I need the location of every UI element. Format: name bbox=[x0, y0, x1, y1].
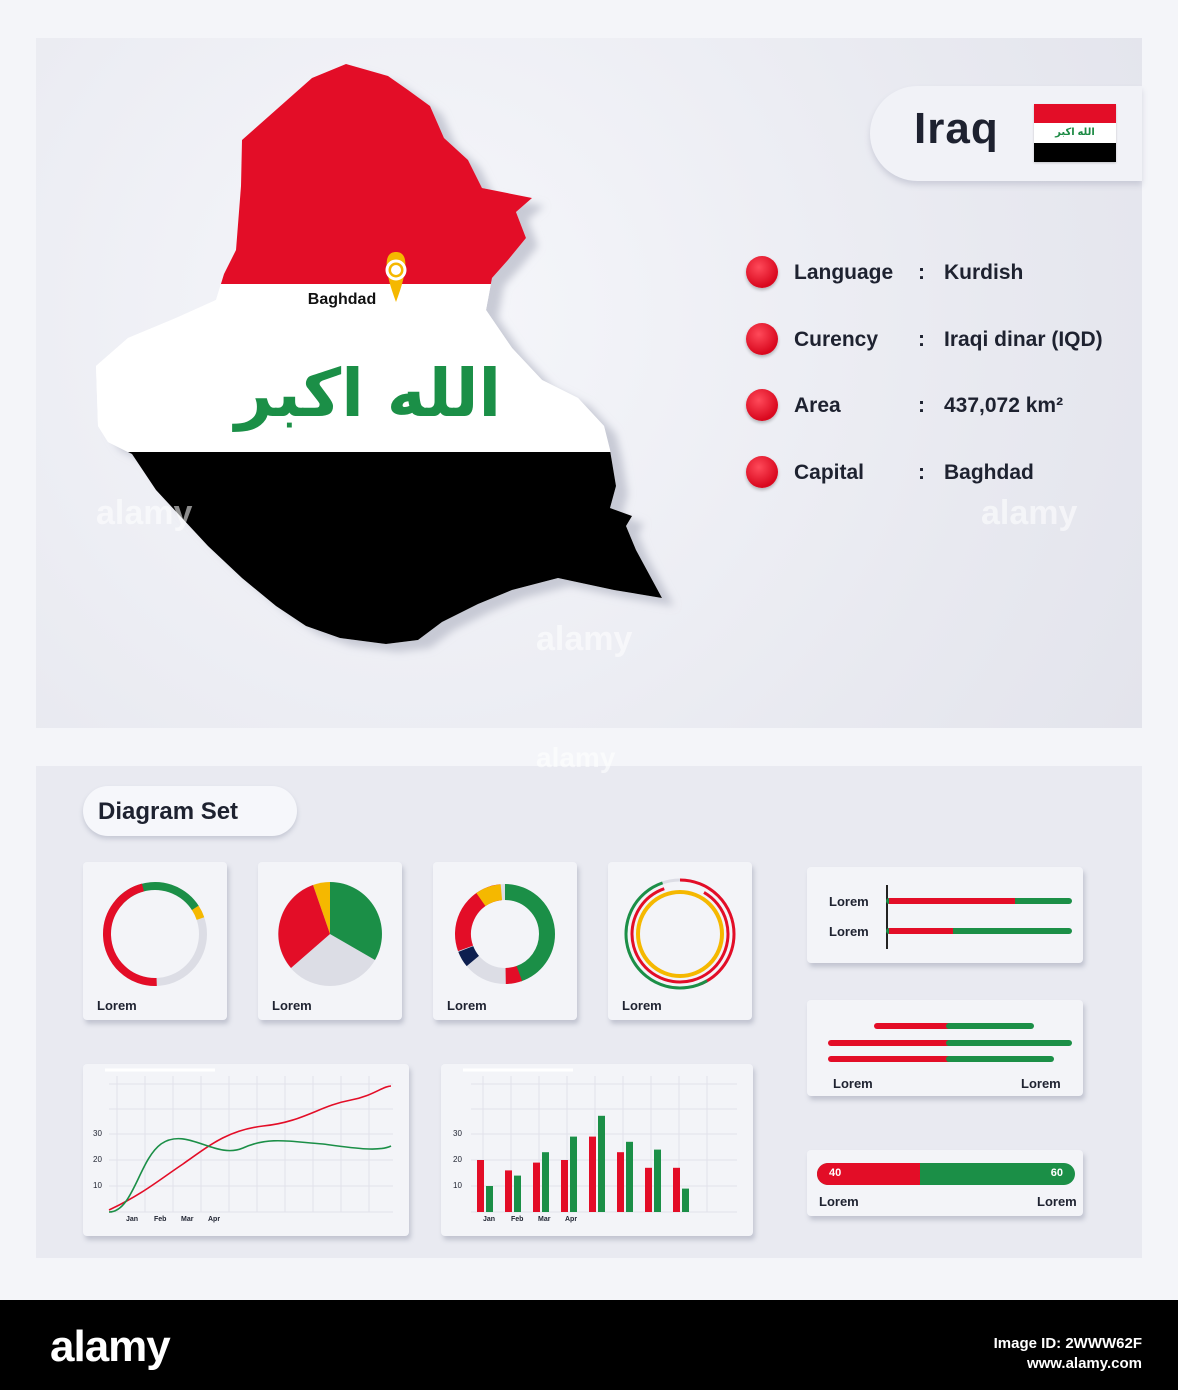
bar-chart-card bbox=[441, 1064, 753, 1236]
concentric-chart-caption: Lorem bbox=[622, 998, 662, 1013]
image-id: Image ID: 2WWW62F bbox=[993, 1335, 1142, 1352]
bar-green bbox=[542, 1152, 549, 1212]
bar-red bbox=[645, 1168, 652, 1212]
diagram-title-pill bbox=[83, 786, 297, 836]
x-tick: Apr bbox=[208, 1216, 221, 1223]
watermark: alamy bbox=[981, 494, 1078, 532]
diagram-title: Diagram Set bbox=[98, 798, 239, 825]
bar-label-left: Lorem bbox=[833, 1076, 873, 1091]
bar-compare-chart bbox=[807, 867, 1083, 963]
flag-script: الله اكبر bbox=[1034, 123, 1116, 142]
x-tick: Apr bbox=[565, 1216, 578, 1223]
info-separator: : bbox=[918, 461, 925, 484]
donut-chart bbox=[433, 862, 577, 992]
bullet-icon bbox=[746, 456, 778, 488]
info-separator: : bbox=[918, 261, 925, 284]
bar-red bbox=[673, 1168, 680, 1212]
y-tick: 10 bbox=[453, 1181, 462, 1190]
bullet-icon bbox=[746, 323, 778, 355]
bar-label-right: Lorem bbox=[1021, 1076, 1061, 1091]
bar-compare-card bbox=[807, 867, 1083, 963]
info-label: Curency bbox=[794, 328, 879, 351]
line-chart bbox=[83, 1064, 409, 1236]
country-name: Iraq bbox=[914, 104, 999, 153]
bar-green bbox=[598, 1116, 605, 1212]
watermark: alamy bbox=[536, 742, 616, 773]
bar-green bbox=[626, 1142, 633, 1212]
pie-chart bbox=[258, 862, 402, 992]
progress-label-right: Lorem bbox=[1037, 1194, 1077, 1209]
y-tick: 30 bbox=[453, 1129, 462, 1138]
info-label: Capital bbox=[794, 461, 865, 484]
bullet-icon bbox=[746, 256, 778, 288]
info-separator: : bbox=[918, 328, 925, 351]
donut-chart-caption: Lorem bbox=[447, 998, 487, 1013]
footer-info bbox=[994, 1334, 1142, 1374]
y-tick: 20 bbox=[453, 1155, 462, 1164]
country-panel bbox=[36, 38, 1142, 728]
watermark: alamy bbox=[96, 494, 193, 532]
progress-right-value: 60 bbox=[1050, 1167, 1063, 1179]
progress-track bbox=[817, 1163, 1075, 1185]
info-value: Iraqi dinar (IQD) bbox=[944, 328, 1103, 351]
line-series-green bbox=[109, 1139, 391, 1212]
progress-card bbox=[807, 1150, 1083, 1216]
bar-red bbox=[505, 1170, 512, 1212]
iraq-flag-icon bbox=[1034, 104, 1116, 162]
progress-label-left: Lorem bbox=[819, 1194, 859, 1209]
flag-red-band bbox=[36, 38, 756, 284]
concentric-chart-card bbox=[608, 862, 752, 1020]
ring-chart-caption: Lorem bbox=[97, 998, 137, 1013]
info-label: Area bbox=[794, 394, 841, 417]
bar-chart bbox=[441, 1064, 753, 1236]
info-label: Language bbox=[794, 261, 894, 284]
watermark: alamy bbox=[536, 620, 633, 658]
donut-chart-card bbox=[433, 862, 577, 1020]
bar-green bbox=[654, 1150, 661, 1212]
bar-red bbox=[561, 1160, 568, 1212]
bar-green bbox=[682, 1189, 689, 1212]
bar-balance-card bbox=[807, 1000, 1083, 1096]
country-title-card bbox=[870, 86, 1142, 181]
pie-chart-card bbox=[258, 862, 402, 1020]
info-value: Kurdish bbox=[944, 261, 1024, 284]
city-label: Baghdad bbox=[307, 291, 377, 308]
x-tick: Feb bbox=[511, 1216, 524, 1223]
iraq-map bbox=[36, 38, 756, 718]
flag-black-band bbox=[36, 452, 756, 718]
ring-chart-card bbox=[83, 862, 227, 1020]
bullet-icon bbox=[746, 389, 778, 421]
bar-label: Lorem bbox=[829, 924, 869, 939]
y-tick: 30 bbox=[93, 1129, 102, 1138]
pie-chart-caption: Lorem bbox=[272, 998, 312, 1013]
x-tick: Feb bbox=[154, 1216, 167, 1223]
bar-label: Lorem bbox=[829, 894, 869, 909]
y-tick: 10 bbox=[93, 1181, 102, 1190]
progress-left-value: 40 bbox=[829, 1167, 842, 1179]
ring-chart bbox=[83, 862, 227, 992]
x-tick: Jan bbox=[483, 1216, 496, 1223]
footer-bar bbox=[0, 1300, 1178, 1390]
concentric-chart bbox=[608, 862, 752, 992]
info-value: 437,072 km² bbox=[944, 394, 1064, 417]
diagram-panel bbox=[36, 742, 1142, 1258]
info-value: Baghdad bbox=[944, 461, 1034, 484]
bar-red bbox=[617, 1152, 624, 1212]
bar-red bbox=[533, 1163, 540, 1212]
footer-url: www.alamy.com bbox=[1026, 1355, 1142, 1372]
map-flag-script: الله اكبر bbox=[234, 355, 502, 432]
bar-red bbox=[589, 1137, 596, 1212]
bar-green bbox=[570, 1137, 577, 1212]
y-tick: 20 bbox=[93, 1155, 102, 1164]
line-chart-card bbox=[83, 1064, 409, 1236]
bar-green bbox=[514, 1176, 521, 1212]
x-tick: Mar bbox=[181, 1216, 194, 1223]
bar-red bbox=[477, 1160, 484, 1212]
x-tick: Mar bbox=[538, 1216, 551, 1223]
bar-green bbox=[486, 1186, 493, 1212]
info-separator: : bbox=[918, 394, 925, 417]
x-tick: Jan bbox=[126, 1216, 139, 1223]
footer-logo: alamy bbox=[50, 1322, 170, 1371]
